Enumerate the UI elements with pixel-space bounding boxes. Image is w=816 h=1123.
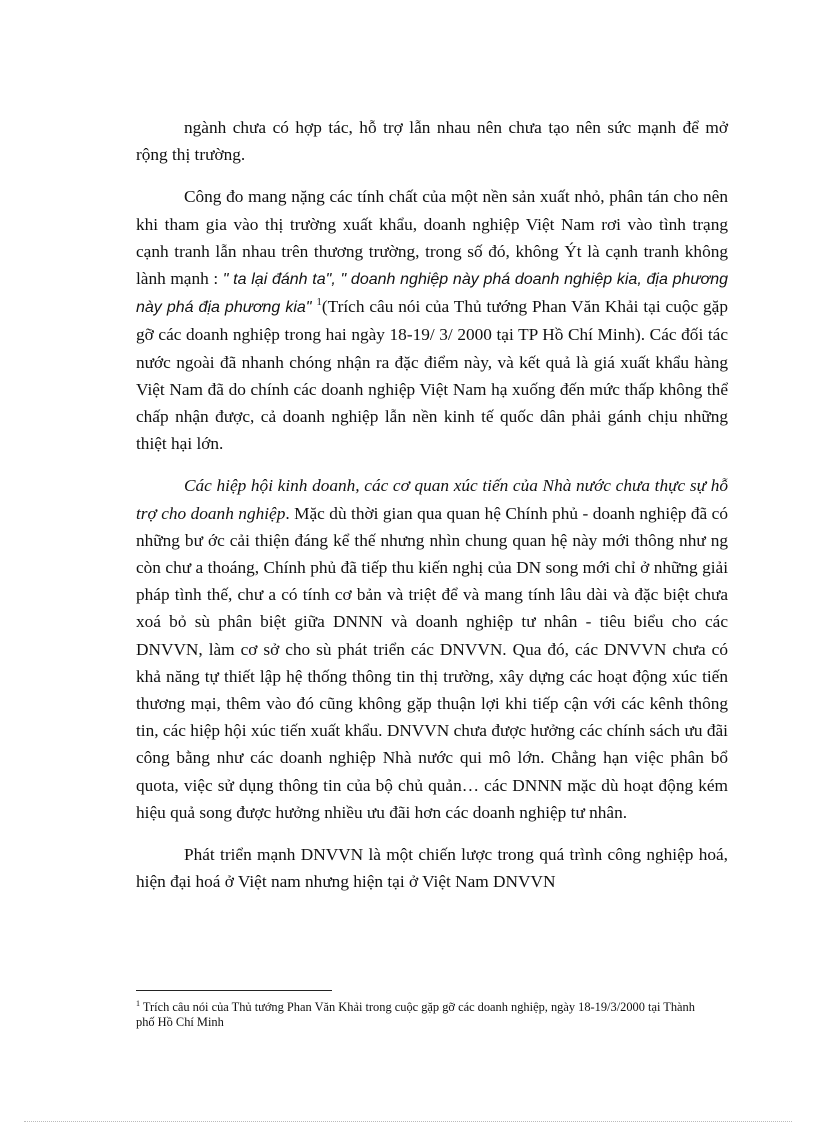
footnote-marker: 1	[136, 998, 140, 1008]
footnote	[136, 1000, 716, 1029]
paragraph-1-text: ngành chưa có hợp tác, hỗ trợ lẫn nhau nên chưa tạo nên sức mạnh để mở rộng thị trường.	[136, 118, 728, 165]
footnote-reference[interactable]: 1	[316, 296, 322, 309]
footnote-separator	[136, 990, 332, 991]
page-bottom-border	[24, 1121, 792, 1122]
footnote-text: Trích câu nói của Thủ tướng Phan Văn Khải trong cuộc gặp gỡ các doanh nghiệp, ngày 18-19/3/2000 tại Thành phố Hồ Chí Minh	[136, 1000, 695, 1029]
paragraph-3-text: . Mặc dù thời gian qua quan hệ Chính phủ - doanh nghiệp đã có những bư ớc cải thiện đáng kể thế nhưng nhìn chung quan hệ này mới thông như ng còn chư a thoáng, Chính phủ đã tiếp thu kiến nghị của DN song mới chỉ ở những giải pháp tình thế, chư a có tính cơ bản và triệt để và mang tính lâu dài và đặc biệt chưa xoá bỏ sù phân biệt giữa DNNN và doanh nghiệp tư nhân - tiêu biểu cho các DNVVN, làm cơ sở cho sù phát triển các DNVVN. Qua đó, các DNVVN chưa có khả năng tự thiết lập hệ thống thông tin thị trường, xây dựng các hoạt động xúc tiến thương mại, thêm vào đó cũng không gặp thuận lợi khi tiếp cận với các kênh thông tin, các hiệp hội xúc tiến xuất khẩu. DNVVN chưa được hưởng các chính sách ưu đãi công bằng như các doanh nghiệp Nhà nước qui mô lớn. Chẳng hạn việc phân bổ quota, việc sử dụng thông tin của bộ chủ quản… các DNNN mặc dù hoạt động kém hiệu quả song được hưởng nhiều ưu đãi hơn các doanh nghiệp tư nhân.	[136, 503, 728, 822]
paragraph-4	[136, 841, 728, 895]
paragraph-2-text-end: (Trích câu nói của Thủ tướng Phan Văn Khải tại cuộc gặp gỡ các doanh nghiệp trong hai ngày 18-19/ 3/ 2000 tại TP Hồ Chí Minh). Các đối tác nước ngoài đã nhanh chóng nhận ra đặc điểm này, và kết quả là giá xuất khẩu hàng Việt Nam đã do chính các doanh nghiệp Việt Nam hạ xuống đến mức thấp không thể chấp nhận được, cả doanh nghiệp lẫn nền kinh tế quốc dân phải gánh chịu những thiệt hại lớn.	[136, 297, 728, 454]
document-body	[136, 114, 728, 910]
paragraph-1	[136, 114, 728, 168]
paragraph-3	[136, 472, 728, 826]
paragraph-2	[136, 183, 728, 457]
paragraph-2-text-start: Công đo mang nặng các tính chất của một nền sản xuất nhỏ, phân tán cho nên khi tham gia vào thị trường xuất khẩu, doanh nghiệp Việt Nam rơi vào tình trạng cạnh tranh lẫn nhau trên thương trường, trong số đó, không Ýt là cạnh tranh không lành mạnh :	[136, 187, 728, 289]
paragraph-4-text: Phát triển mạnh DNVVN là một chiến lược trong quá trình công nghiệp hoá, hiện đại hoá ở Việt nam nhưng hiện tại ở Việt Nam DNVVN	[136, 845, 728, 892]
paragraph-2-quote: " ta lại đánh ta", " doanh nghiệp này phá doanh nghiệp kia, địa phương này phá địa phương kia"	[136, 271, 728, 317]
paragraph-3-italic-heading: Các hiệp hội kinh doanh, các cơ quan xúc tiến của Nhà nước chưa thực sự hỗ trợ cho doanh nghiệp	[136, 476, 728, 523]
